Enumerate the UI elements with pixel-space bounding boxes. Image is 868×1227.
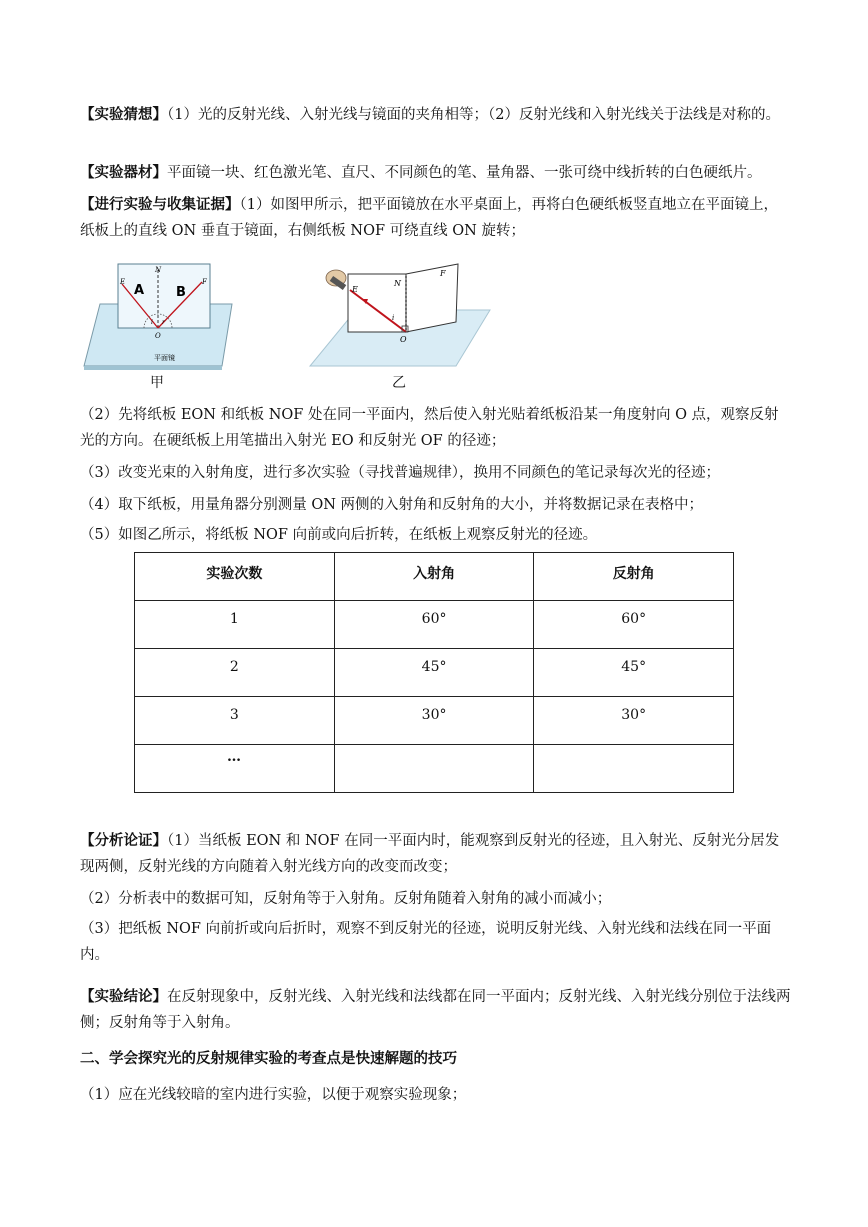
label-N: N <box>155 266 162 274</box>
table-cell: … <box>135 745 335 793</box>
table-cell <box>534 745 734 793</box>
table-row <box>135 649 734 697</box>
materials-paragraph <box>80 160 792 186</box>
analysis-heading: 【分析论证】 <box>80 833 167 849</box>
label-A: A <box>134 283 145 298</box>
table-row <box>135 697 734 745</box>
figure-yi-caption: 乙 <box>392 375 406 391</box>
table-cell: 1 <box>135 601 335 649</box>
label-F: F <box>202 278 207 286</box>
label-r: r <box>162 319 165 326</box>
guess-paragraph <box>80 102 792 128</box>
tip-1: （1）应在光线较暗的室内进行实验，以便于观察实验现象； <box>80 1087 467 1103</box>
guess-heading: 【实验猜想】 <box>80 107 167 123</box>
conclusion-text: 在反射现象中，反射光线、入射光线和法线都在同一平面内；反射光线、入射光线分别位于法线两侧；反射角等于入射角。 <box>80 989 791 1031</box>
materials-heading: 【实验器材】 <box>80 165 167 181</box>
label-mirror: 平面镜 <box>154 354 175 362</box>
column-header: 实验次数 <box>135 553 335 601</box>
section-2-title: 二、学会探究光的反射规律实验的考查点是快速解题的技巧 <box>80 1051 457 1067</box>
data-table <box>134 552 734 793</box>
label-E: E <box>120 278 126 286</box>
label-B: B <box>176 285 186 300</box>
paper-board-right <box>406 264 458 332</box>
table-header-row <box>135 553 734 601</box>
label-E: E <box>352 285 358 294</box>
table-cell: 60° <box>334 601 534 649</box>
column-header: 反射角 <box>534 553 734 601</box>
step-4: （4）取下纸板，用量角器分别测量 ON 两侧的入射角和反射角的大小，并将数据记录在表格中； <box>80 497 704 513</box>
conclusion-heading: 【实验结论】 <box>80 989 167 1005</box>
analysis-point-3: （3）把纸板 NOF 向前折或向后折时，观察不到反射光的径迹，说明反射光线、入射光线和法线在同一平面内。 <box>80 921 772 963</box>
table-row <box>135 601 734 649</box>
procedure-paragraph <box>80 192 792 244</box>
mirror-edge <box>84 366 222 370</box>
analysis-paragraph <box>80 828 792 880</box>
table-cell <box>334 745 534 793</box>
label-i: i <box>151 319 153 326</box>
conclusion-paragraph <box>80 984 792 1036</box>
label-i: i <box>392 314 395 322</box>
label-O: O <box>155 332 161 340</box>
procedure-text: （1）如图甲所示，把平面镜放在水平桌面上，再将白色硬纸板竖直地立在平面镜上，纸板上的直线 ON 垂直于镜面，右侧纸板 NOF 可绕直线 ON 旋转； <box>80 197 778 239</box>
table-cell: 45° <box>334 649 534 697</box>
table-cell: 2 <box>135 649 335 697</box>
step-3: （3）改变光束的入射角度，进行多次实验（寻找普遍规律），换用不同颜色的笔记录每次光的径迹； <box>80 465 720 481</box>
step-5: （5）如图乙所示，将纸板 NOF 向前或向后折转，在纸板上观察反射光的径迹。 <box>80 527 598 543</box>
table-cell: 3 <box>135 697 335 745</box>
table-cell: 60° <box>534 601 734 649</box>
table-cell: 30° <box>534 697 734 745</box>
figure-yi <box>306 262 492 370</box>
label-N: N <box>394 279 401 288</box>
materials-text: 平面镜一块、红色激光笔、直尺、不同颜色的笔、量角器、一张可绕中线折转的白色硬纸片。 <box>167 165 762 181</box>
guess-text: （1）光的反射光线、入射光线与镜面的夹角相等；（2）反射光线和入射光线关于法线是对称的。 <box>167 107 780 123</box>
procedure-heading: 【进行实验与收集证据】 <box>80 197 240 213</box>
step-2: （2）先将纸板 EON 和纸板 NOF 处在同一平面内，然后使入射光贴着纸板沿某一角度射向 O 点，观察反射光的方向。在硬纸板上用笔描出入射光 EO 和反射光 OF 的径迹； <box>80 407 779 449</box>
label-O: O <box>400 335 407 344</box>
label-F: F <box>440 269 446 278</box>
figure-jia <box>82 262 242 370</box>
figure-jia-caption: 甲 <box>150 375 164 391</box>
column-header: 入射角 <box>334 553 534 601</box>
analysis-text: （1）当纸板 EON 和 NOF 在同一平面内时，能观察到反射光的径迹，且入射光、反射光分居发现两侧，反射光线的方向随着入射光线方向的改变而改变； <box>80 833 780 875</box>
table-row <box>135 745 734 793</box>
analysis-point-2: （2）分析表中的数据可知，反射角等于入射角。反射角随着入射角的减小而减小； <box>80 891 612 907</box>
table-cell: 30° <box>334 697 534 745</box>
table-cell: 45° <box>534 649 734 697</box>
laser-pointer-hand-icon <box>326 270 346 290</box>
